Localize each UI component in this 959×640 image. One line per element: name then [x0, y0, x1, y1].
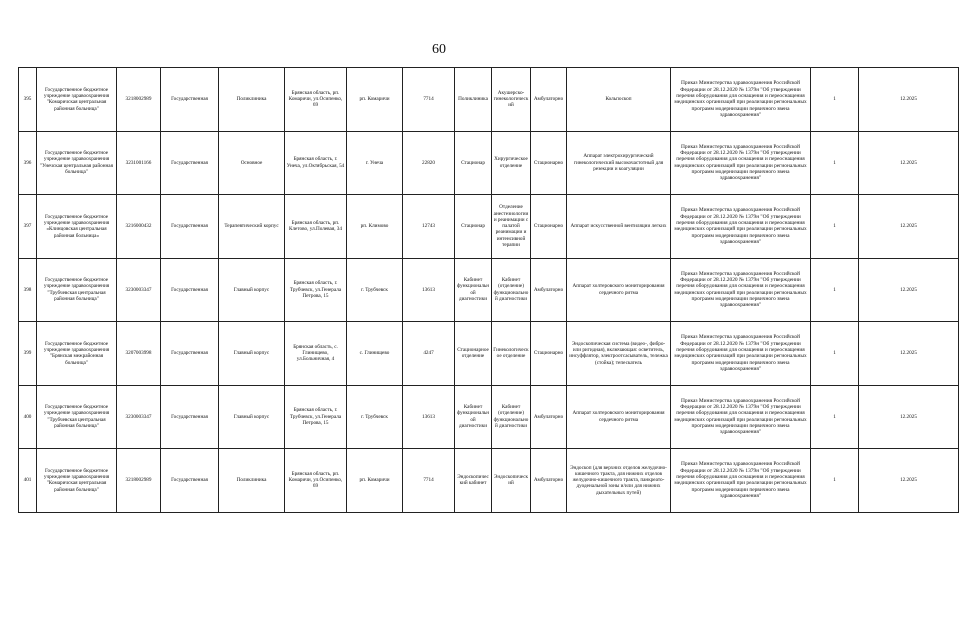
equipment-cell: Кольпоскоп	[567, 68, 671, 132]
building-cell: Главный корпус	[219, 385, 285, 449]
order-cell: Приказ Министерства здравоохранения Российской Федерации от 28.12.2020 № 1379н "Об утверждении перечня оборудования для оснащения и переоснащения медицинских организаций при реализации региональных программ модернизации первичного звена здравоохранения"	[671, 322, 811, 386]
inn-cell: 3230003347	[117, 258, 161, 322]
address-cell: Брянская область, г. Трубчевск, ул.Генерала Петрова, 15	[285, 258, 347, 322]
department-cell: Гинекологическое отделение	[492, 322, 531, 386]
date-cell: 12.2025	[859, 258, 959, 322]
building-cell: Главный корпус	[219, 322, 285, 386]
ownership-cell: Государственная	[161, 131, 219, 195]
table-row	[19, 195, 959, 259]
building-cell: Терапевтический корпус	[219, 195, 285, 259]
organization-cell: Государственное бюджетное учреждение здравоохранения "Унечская центральная районная больница"	[37, 131, 117, 195]
inn-cell: 3218002989	[117, 68, 161, 132]
building-cell: Поликлиника	[219, 449, 285, 513]
address-cell: Брянская область, с. Глинищево, ул.Больничная, 4	[285, 322, 347, 386]
date-cell: 12.2025	[859, 68, 959, 132]
equipment-cell: Эндоскоп (для верхних отделов желудочно-кишечного тракта, для нижних отделов желудочно-кишечного тракта, панкреато-дуоденальной зоны и/или для нижних дыхательных путей)	[567, 449, 671, 513]
row-number-cell: 395	[19, 68, 37, 132]
care-condition-cell: Амбулаторно	[531, 68, 567, 132]
order-cell: Приказ Министерства здравоохранения Российской Федерации от 28.12.2020 № 1379н "Об утверждении перечня оборудования для оснащения и переоснащения медицинских организаций при реализации региональных программ модернизации первичного звена здравоохранения"	[671, 195, 811, 259]
population-cell: 22820	[403, 131, 455, 195]
address-cell: Брянская область, г. Унеча, ул.Октябрьская, 54	[285, 131, 347, 195]
quantity-cell: 1	[811, 131, 859, 195]
unit-type-cell: Стационар	[455, 131, 492, 195]
care-condition-cell: Амбулаторно	[531, 449, 567, 513]
ownership-cell: Государственная	[161, 258, 219, 322]
row-number-cell: 399	[19, 322, 37, 386]
population-cell: 7714	[403, 449, 455, 513]
population-cell: 12743	[403, 195, 455, 259]
organization-cell: Государственное бюджетное учреждение здравоохранения "Трубчевская центральная районная больница"	[37, 385, 117, 449]
organization-cell: Государственное бюджетное учреждение здравоохранения "Комаричская центральная районная больница"	[37, 449, 117, 513]
quantity-cell: 1	[811, 258, 859, 322]
ownership-cell: Государственная	[161, 68, 219, 132]
building-cell: Главный корпус	[219, 258, 285, 322]
quantity-cell: 1	[811, 322, 859, 386]
date-cell: 12.2025	[859, 131, 959, 195]
table-row	[19, 449, 959, 513]
row-number-cell: 397	[19, 195, 37, 259]
population-cell: 7714	[403, 68, 455, 132]
order-cell: Приказ Министерства здравоохранения Российской Федерации от 28.12.2020 № 1379н "Об утверждении перечня оборудования для оснащения и переоснащения медицинских организаций при реализации региональных программ модернизации первичного звена здравоохранения"	[671, 385, 811, 449]
care-condition-cell: Стационарно	[531, 195, 567, 259]
care-condition-cell: Стационарно	[531, 322, 567, 386]
population-cell: 13613	[403, 385, 455, 449]
order-cell: Приказ Министерства здравоохранения Российской Федерации от 28.12.2020 № 1379н "Об утверждении перечня оборудования для оснащения и переоснащения медицинских организаций при реализации региональных программ модернизации первичного звена здравоохранения"	[671, 68, 811, 132]
locality-cell: г. Унеча	[347, 131, 403, 195]
unit-type-cell: Эндоскопический кабинет	[455, 449, 492, 513]
care-condition-cell: Стационарно	[531, 131, 567, 195]
order-cell: Приказ Министерства здравоохранения Российской Федерации от 28.12.2020 № 1379н "Об утверждении перечня оборудования для оснащения и переоснащения медицинских организаций при реализации региональных программ модернизации первичного звена здравоохранения"	[671, 131, 811, 195]
address-cell: Брянская область, рп. Комаричи, ул.Осипенко, 69	[285, 449, 347, 513]
date-cell: 12.2025	[859, 385, 959, 449]
row-number-cell: 396	[19, 131, 37, 195]
ownership-cell: Государственная	[161, 385, 219, 449]
department-cell: Отделение анестезиологии и реанимации с палатой реанимации и интенсивной терапии	[492, 195, 531, 259]
locality-cell: рп. Климово	[347, 195, 403, 259]
inn-cell: 3218002989	[117, 449, 161, 513]
population-cell: 4247	[403, 322, 455, 386]
table-row	[19, 385, 959, 449]
quantity-cell: 1	[811, 195, 859, 259]
unit-type-cell: Стационар	[455, 195, 492, 259]
date-cell: 12.2025	[859, 449, 959, 513]
order-cell: Приказ Министерства здравоохранения Российской Федерации от 28.12.2020 № 1379н "Об утверждении перечня оборудования для оснащения и переоснащения медицинских организаций при реализации региональных программ модернизации первичного звена здравоохранения"	[671, 449, 811, 513]
table-row	[19, 258, 959, 322]
equipment-cell: Аппарат холтеровского мониторирования сердечного ритма	[567, 258, 671, 322]
organization-cell: Государственное бюджетное учреждение здравоохранения "Трубчевская центральная районная больница"	[37, 258, 117, 322]
unit-type-cell: Кабинет функциональной диагностики	[455, 385, 492, 449]
department-cell: Акушерско-гинекологический	[492, 68, 531, 132]
locality-cell: с. Глинищево	[347, 322, 403, 386]
quantity-cell: 1	[811, 68, 859, 132]
equipment-table	[18, 67, 959, 513]
department-cell: Хирургическое отделение	[492, 131, 531, 195]
address-cell: Брянская область, рп. Клетово, ул.Полевая, 34	[285, 195, 347, 259]
locality-cell: г. Трубчевск	[347, 258, 403, 322]
address-cell: Брянская область, рп. Комаричи, ул.Осипенко, 69	[285, 68, 347, 132]
equipment-cell: Эндоскопическая система (видео-, фибро- или ригидная), включающая: осветитель, инсуффлятор, электроотсасыватель, тележка (стойка); тепескатель	[567, 322, 671, 386]
row-number-cell: 400	[19, 385, 37, 449]
address-cell: Брянская область, г. Трубчевск, ул.Генерала Петрова, 15	[285, 385, 347, 449]
equipment-cell: Аппарат искусственной вентиляции легких	[567, 195, 671, 259]
department-cell: Эндоскопический	[492, 449, 531, 513]
population-cell: 13613	[403, 258, 455, 322]
building-cell: Основное	[219, 131, 285, 195]
equipment-cell: Аппарат холтеровского мониторирования сердечного ритма	[567, 385, 671, 449]
equipment-cell: Аппарат электрохирургический гинекологический высокочастотный для резекции и коагуляции	[567, 131, 671, 195]
locality-cell: рп. Комаричи	[347, 68, 403, 132]
order-cell: Приказ Министерства здравоохранения Российской Федерации от 28.12.2020 № 1379н "Об утверждении перечня оборудования для оснащения и переоснащения медицинских организаций при реализации региональных программ модернизации первичного звена здравоохранения"	[671, 258, 811, 322]
inn-cell: 3231001166	[117, 131, 161, 195]
locality-cell: рп. Комаричи	[347, 449, 403, 513]
inn-cell: 3230003347	[117, 385, 161, 449]
table-row	[19, 131, 959, 195]
date-cell: 12.2025	[859, 322, 959, 386]
unit-type-cell: Кабинет функциональной диагностики	[455, 258, 492, 322]
row-number-cell: 401	[19, 449, 37, 513]
organization-cell: Государственное бюджетное учреждение здравоохранения "Брянская межрайонная больница"	[37, 322, 117, 386]
date-cell: 12.2025	[859, 195, 959, 259]
department-cell: Кабинет (отделение) функциональной диагностики	[492, 258, 531, 322]
organization-cell: Государственное бюджетное учреждение здравоохранения «Клинцовская центральная районная больница»	[37, 195, 117, 259]
care-condition-cell: Амбулаторно	[531, 385, 567, 449]
locality-cell: г. Трубчевск	[347, 385, 403, 449]
page-number: 60	[432, 42, 446, 57]
quantity-cell: 1	[811, 385, 859, 449]
row-number-cell: 398	[19, 258, 37, 322]
table-row	[19, 322, 959, 386]
care-condition-cell: Амбулаторно	[531, 258, 567, 322]
ownership-cell: Государственная	[161, 449, 219, 513]
department-cell: Кабинет (отделение) функциональной диагностики	[492, 385, 531, 449]
organization-cell: Государственное бюджетное учреждение здравоохранения "Комаричская центральная районная больница"	[37, 68, 117, 132]
building-cell: Поликлиника	[219, 68, 285, 132]
table-body	[19, 68, 959, 513]
unit-type-cell: Поликлиника	[455, 68, 492, 132]
ownership-cell: Государственная	[161, 322, 219, 386]
quantity-cell: 1	[811, 449, 859, 513]
unit-type-cell: Стационарное отделение	[455, 322, 492, 386]
ownership-cell: Государственная	[161, 195, 219, 259]
inn-cell: 3207003998	[117, 322, 161, 386]
table-row	[19, 68, 959, 132]
inn-cell: 3216000432	[117, 195, 161, 259]
